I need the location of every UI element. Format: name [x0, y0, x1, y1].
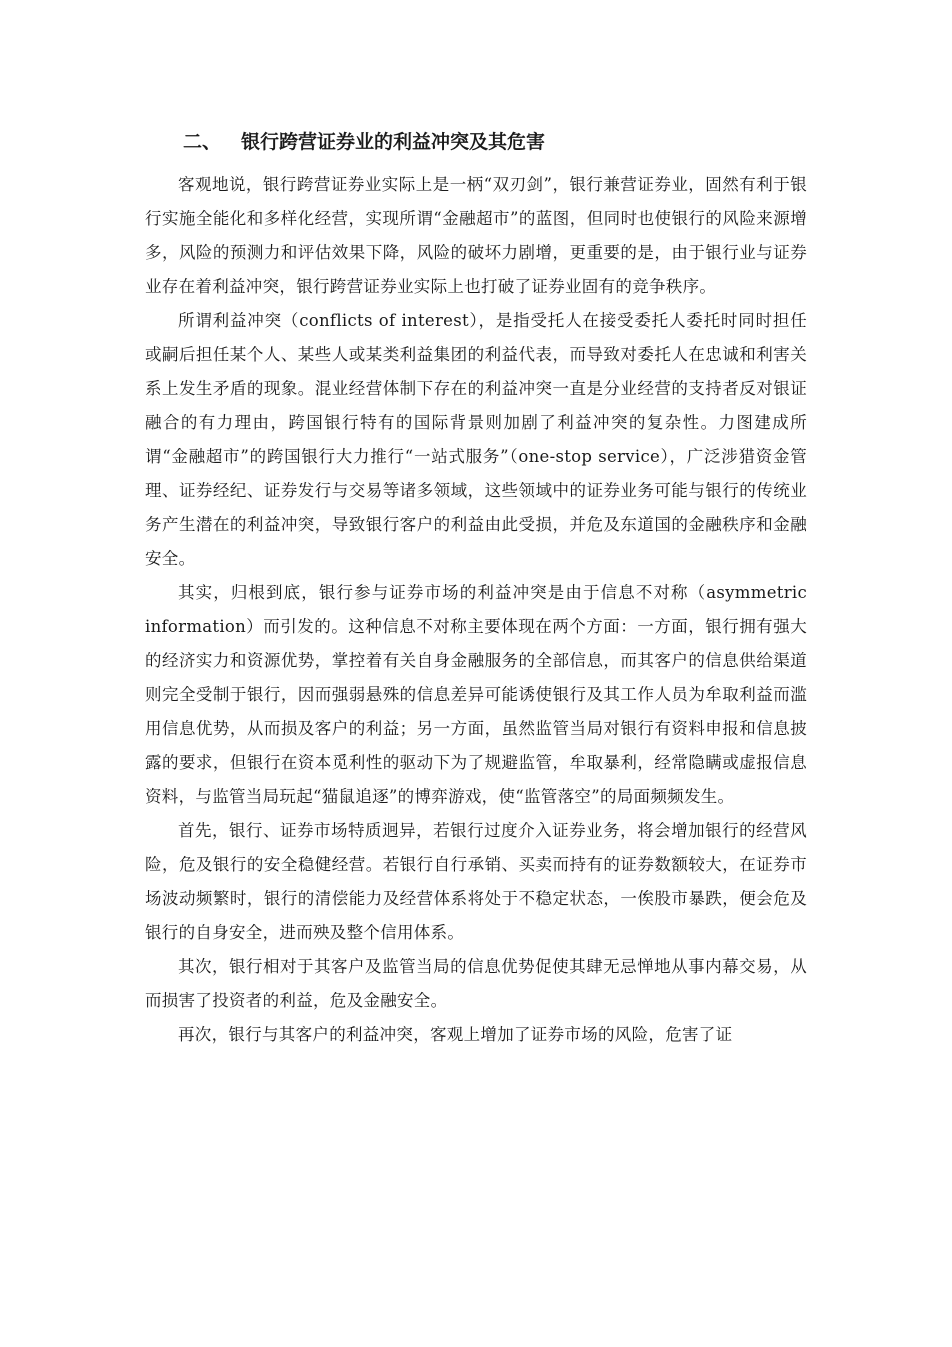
paragraph: 所谓利益冲突（conflicts of interest），是指受托人在接受委托人委托时同时担任或嗣后担任某个人、某些人或某类利益集团的利益代表，而导致对委托人在忠诚和利害关系上发生矛盾的现象。混业经营体制下存在的利益冲突一直是分业经营的支持者反对银证融合的有力理由，跨国银行特有的国际背景则加剧了利益冲突的复杂性。力图建成所谓“金融超市”的跨国银行大力推行“一站式服务”（one-stop service），广泛涉猎资金管理、证券经纪、证券发行与交易等诸多领域，这些领域中的证券业务可能与银行的传统业务产生潜在的利益冲突，导致银行客户的利益由此受损，并危及东道国的金融秩序和金融安全。: [145, 311, 807, 568]
paragraph: 其实，归根到底，银行参与证券市场的利益冲突是由于信息不对称（asymmetric information）而引发的。这种信息不对称主要体现在两个方面：一方面，银行拥有强大的经济实力和资源优势，掌控着有关自身金融服务的全部信息，而其客户的信息供给渠道则完全受制于银行，因而强弱悬殊的信息差异可能诱使银行及其工作人员为牟取利益而滥用信息优势，从而损及客户的利益；另一方面，虽然监管当局对银行有资料申报和信息披露的要求，但银行在资本觅利性的驱动下为了规避监管，牟取暴利，经常隐瞒或虚报信息资料，与监管当局玩起“猫鼠追逐”的博弈游戏，使“监管落空”的局面频频发生。: [145, 583, 807, 806]
section-title: 银行跨营证券业的利益冲突及其危害: [241, 131, 546, 153]
paragraph: 客观地说，银行跨营证券业实际上是一柄“双刃剑”，银行兼营证券业，固然有利于银行实施全能化和多样化经营，实现所谓“金融超市”的蓝图，但同时也使银行的风险来源增多，风险的预测力和评估效果下降，风险的破坏力剧增，更重要的是，由于银行业与证券业存在着利益冲突，银行跨营证券业实际上也打破了证券业固有的竞争秩序。: [145, 175, 807, 296]
section-number: 二、: [183, 131, 222, 153]
paragraph: 其次，银行相对于其客户及监管当局的信息优势促使其肆无忌惮地从事内幕交易，从而损害了投资者的利益，危及金融安全。: [145, 957, 807, 1010]
paragraph: 首先，银行、证券市场特质迥异，若银行过度介入证券业务，将会增加银行的经营风险，危及银行的安全稳健经营。若银行自行承销、买卖而持有的证券数额较大，在证券市场波动频繁时，银行的清偿能力及经营体系将处于不稳定状态，一俟股市暴跌，便会危及银行的自身安全，进而殃及整个信用体系。: [145, 821, 807, 942]
paragraph: 再次，银行与其客户的利益冲突，客观上增加了证券市场的风险，危害了证: [178, 1025, 733, 1044]
section-heading: [183, 122, 807, 162]
page-content: [145, 122, 807, 1052]
